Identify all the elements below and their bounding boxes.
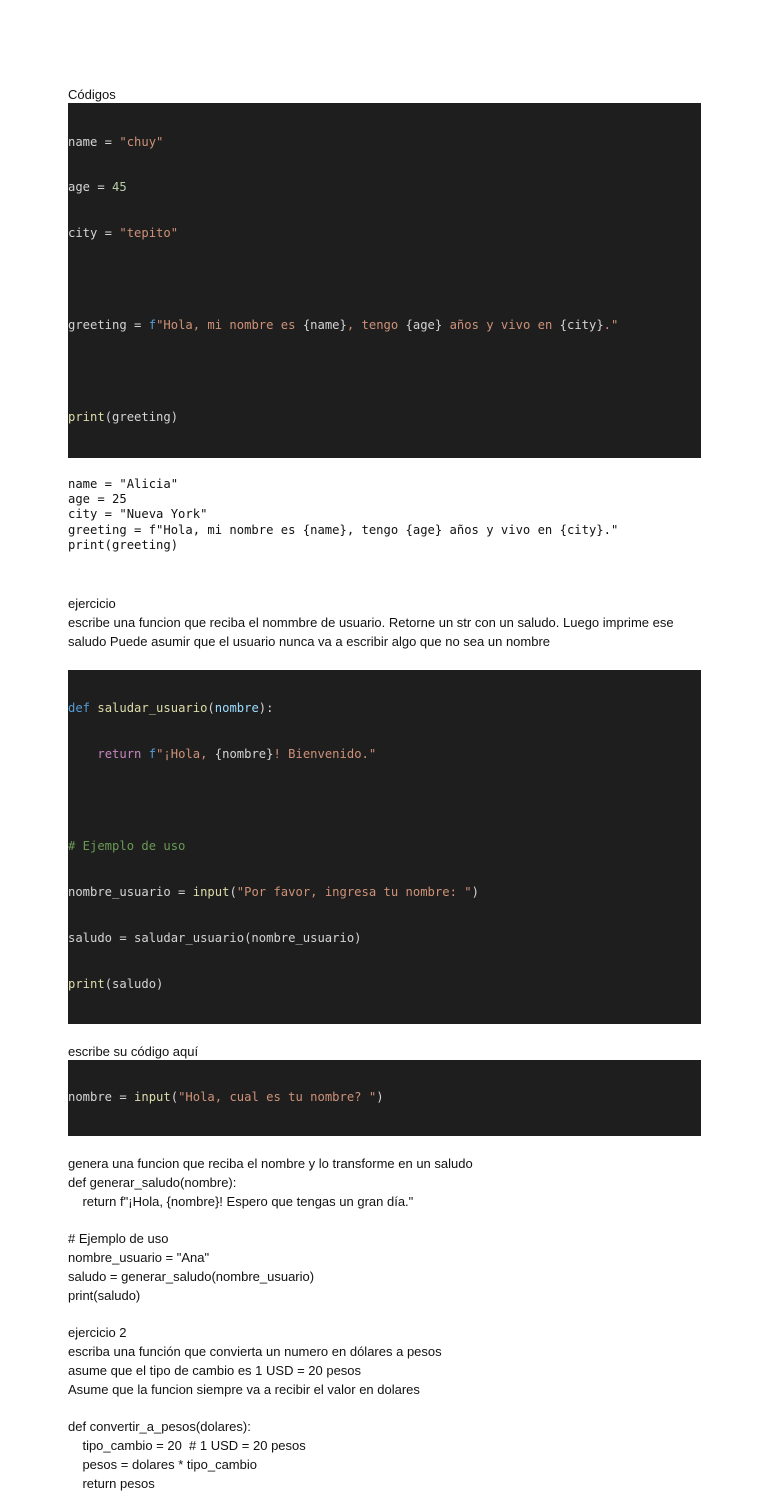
code-text: (	[207, 701, 215, 716]
plain-code-line: print(greeting)	[68, 538, 179, 553]
code-blank-line	[68, 364, 701, 379]
plain-code-line: city = "Nueva York"	[68, 507, 208, 522]
code-line	[68, 885, 701, 900]
code-text: greeting =	[68, 318, 149, 333]
text-line: saludo = generar_saludo(nombre_usuario)	[68, 1268, 315, 1284]
code-line	[68, 701, 701, 716]
text-line: pesos = dolares * tipo_cambio	[68, 1456, 257, 1472]
code-string: "Hola, mi nombre es	[156, 318, 303, 333]
code-block-saludar	[68, 670, 701, 1024]
text-line: tipo_cambio = 20 # 1 USD = 20 pesos	[68, 1437, 306, 1453]
code-line	[68, 318, 701, 333]
code-text: )	[471, 884, 479, 899]
plain-code-alicia	[68, 477, 701, 553]
blank-line	[68, 1399, 701, 1418]
code-text: {age}	[405, 318, 443, 333]
blank-line	[68, 1211, 701, 1230]
code-line	[68, 977, 701, 992]
code-param: nombre	[214, 701, 259, 716]
code-keyword: f	[148, 318, 157, 333]
plain-code-line: greeting = f"Hola, mi nombre es {name}, tengo {age} años y vivo en {city}."	[68, 522, 619, 537]
text-section-generar	[68, 1155, 701, 1493]
plain-code-line: age = 25	[68, 492, 127, 507]
code-block-input	[68, 1060, 701, 1136]
code-line	[68, 226, 701, 241]
code-text: ):	[258, 701, 274, 716]
code-text: {nombre}	[214, 747, 274, 762]
heading-codigos: Códigos	[68, 87, 116, 102]
code-blank-line	[68, 272, 701, 287]
code-number: 45	[112, 180, 127, 195]
code-text: {name}	[302, 318, 347, 333]
code-text: age =	[68, 180, 113, 195]
text-line: # Ejemplo de uso	[68, 1231, 169, 1247]
document-page	[68, 86, 701, 1493]
code-line	[68, 135, 701, 150]
code-block-greeting	[68, 103, 701, 458]
text-line: ejercicio 2	[68, 1325, 127, 1341]
code-string: "tepito"	[119, 226, 179, 241]
code-text: nombre =	[68, 1090, 135, 1105]
text-line: genera una funcion que reciba el nombre y lo transforme en un saludo	[68, 1156, 473, 1172]
text-line: def convertir_a_pesos(dolares):	[68, 1419, 251, 1435]
text-line: escriba una función que convierta un numero en dólares a pesos	[68, 1343, 442, 1359]
text-line: print(saludo)	[68, 1287, 141, 1303]
code-function: input	[134, 1090, 171, 1105]
code-text: (	[170, 1090, 179, 1105]
code-line: saludo = saludar_usuario(nombre_usuario)	[68, 930, 362, 945]
text-line: return f"¡Hola, {nombre}! Espero que tengas un gran día."	[68, 1193, 414, 1209]
code-text: city =	[68, 226, 120, 241]
ejercicio-title: ejercicio	[68, 596, 116, 612]
code-string: "Por favor, ingresa tu nombre: "	[236, 884, 472, 899]
code-line	[68, 180, 701, 195]
code-indent	[68, 747, 97, 761]
code-string: "chuy"	[119, 134, 164, 149]
code-function: saludar_usuario	[97, 701, 208, 716]
text-line: asume que el tipo de cambio es 1 USD = 20 pesos	[68, 1362, 362, 1378]
text-line: Asume que la funcion siempre va a recibir el valor en dolares	[68, 1381, 420, 1397]
ejercicio-description: escribe una funcion que reciba el nommbre de usuario. Retorne un str con un saludo. Luego imprime ese saludo Puede asumir que el usuario nunca va a escribir algo que no sea un nombre	[68, 615, 678, 649]
code-line	[68, 410, 701, 425]
code-line	[68, 1090, 701, 1105]
code-text: name =	[68, 134, 120, 149]
code-blank-line	[68, 793, 701, 808]
code-comment: # Ejemplo de uso	[68, 838, 186, 853]
code-keyword: return	[97, 747, 142, 762]
code-keyword: def	[68, 701, 91, 716]
code-string: "¡Hola,	[156, 747, 215, 762]
plain-code-line: name = "Alicia"	[68, 476, 179, 491]
code-text: )	[376, 1090, 384, 1105]
code-string: "Hola, cual es tu nombre? "	[178, 1090, 377, 1105]
code-text: (greeting)	[104, 409, 179, 424]
code-function: print	[68, 409, 105, 424]
code-string: años y vivo en	[442, 318, 560, 333]
text-line: nombre_usuario = "Ana"	[68, 1250, 210, 1265]
code-string: ."	[603, 318, 619, 333]
text-line: def generar_saludo(nombre):	[68, 1174, 237, 1190]
code-keyword: f	[141, 747, 157, 762]
escribe-codigo-label: escribe su código aquí	[68, 1043, 199, 1059]
code-text: (	[229, 884, 237, 899]
blank-line	[68, 1305, 701, 1324]
code-text: {city}	[559, 318, 604, 333]
text-line: return pesos	[68, 1475, 155, 1491]
code-function: input	[192, 884, 230, 899]
code-text: (saludo)	[104, 976, 164, 991]
code-function: print	[68, 976, 105, 991]
code-string: , tengo	[346, 318, 406, 333]
code-line	[68, 747, 701, 762]
code-string: ! Bienvenido."	[273, 747, 377, 762]
code-text: nombre_usuario =	[68, 884, 193, 899]
